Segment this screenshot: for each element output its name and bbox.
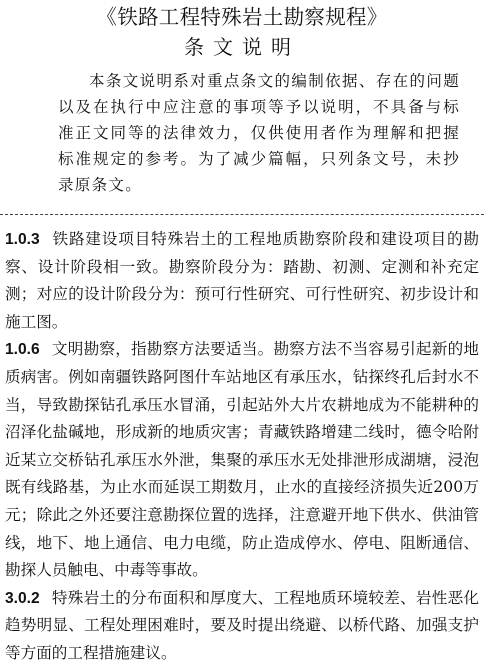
- clause-list: [5, 226, 479, 668]
- clause-1-0-6: [5, 336, 479, 584]
- clause-1-0-3: [5, 226, 479, 336]
- section-divider: [0, 214, 484, 215]
- clause-number: 3.0.2: [5, 589, 40, 607]
- clause-number: 1.0.3: [5, 231, 40, 248]
- intro-paragraph: 本条文说明系对重点条文的编制依据、存在的问题以及在执行中应注意的事项等予以说明，不具备与标准正文同等的法律效力，仅供使用者作为理解和把握标准规定的参考。为了减少篇幅，只列条文号，未抄录原条文。: [58, 72, 460, 194]
- clause-text: 特殊岩土的分布面积和厚度大、工程地质环境较差、岩性恶化趋势明显、工程处理困难时，要及时提出绕避、以桥代路、加强支护等方面的工程措施建议。: [5, 588, 479, 662]
- document-title: 《铁路工程特殊岩土勘察规程》: [96, 5, 388, 29]
- clause-text: 文明勘察，指勘察方法要适当。勘察方法不当容易引起新的地质病害。例如南疆铁路阿图什车站地区有承压水，钻探终孔后封水不当，导致勘探钻孔承压水冒涌，引起站外大片农耕地成为不能耕种的沼泽化盐碱地，形成新的地质灾害；青藏铁路增建二线时，德令哈附近某立交桥钻孔承压水外泄，集聚的承压水无处排泄形成湖塘，浸泡既有线路基，为止水而延误工期数月，止水的直接经济损失近200万元；除此之外还要注意勘探位置的选择，注意避开地下供水、供油管线，地下、地上通信、电力电缆，防止造成停水、停电、阻断通信、勘探人员触电、中毒等事故。: [5, 340, 479, 580]
- clause-3-0-2: [5, 585, 479, 668]
- document-subtitle: 条文说明: [184, 35, 300, 59]
- clause-number: 1.0.6: [5, 341, 40, 359]
- clause-text: 铁路建设项目特殊岩土的工程地质勘察阶段和建设项目的勘察、设计阶段相一致。勘察阶段分为：踏勘、初测、定测和补充定测；对应的设计阶段分为：预可行性研究、可行性研究、初步设计和施工图。: [5, 230, 479, 331]
